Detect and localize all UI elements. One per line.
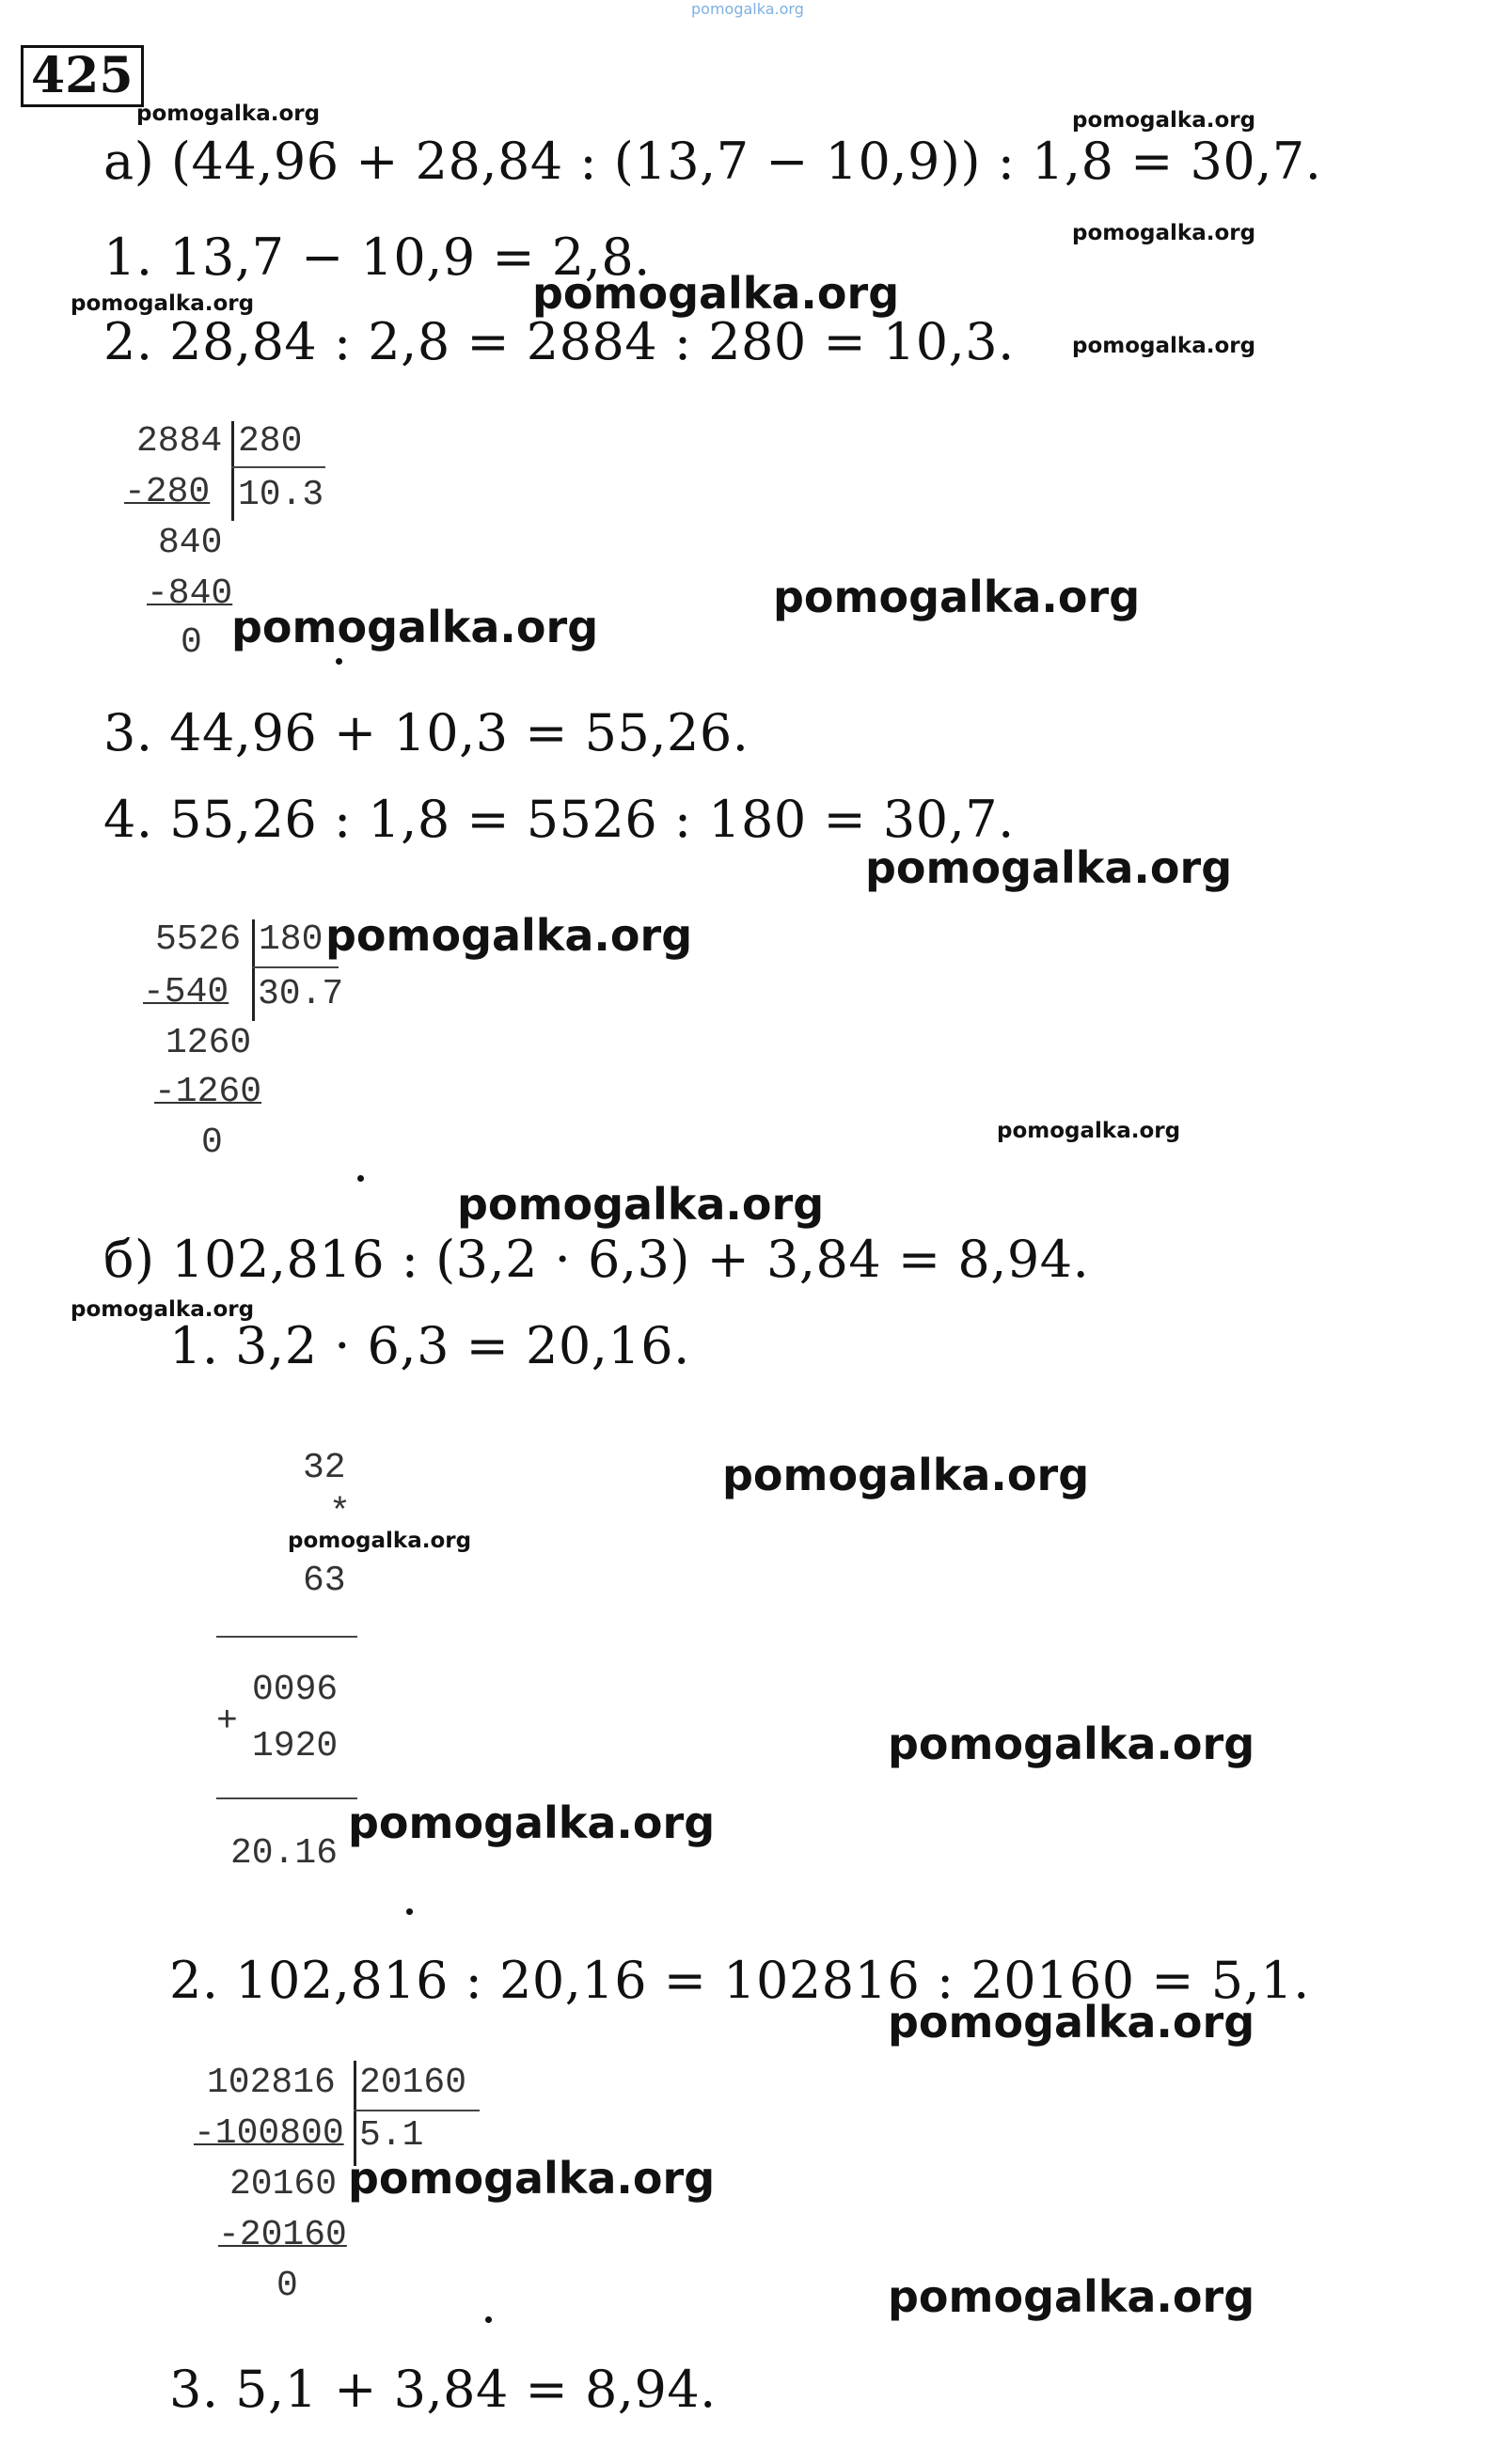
div1-divisor: 280 <box>238 421 303 462</box>
part-a-step-2: 2. 28,84 : 2,8 = 2884 : 280 = 10,3. <box>103 312 1015 371</box>
mult-operator: * <box>329 1493 351 1533</box>
watermark: pomogalka.org <box>288 1529 472 1553</box>
div1-quotient: 10.3 <box>238 475 324 515</box>
div1-horizontal-bar <box>231 466 325 468</box>
div3-subtract-1: -100800 <box>194 2113 344 2154</box>
watermark: pomogalka.org <box>888 1997 1255 2048</box>
div1-remainder-1: 840 <box>158 523 223 563</box>
watermark: pomogalka.org <box>888 1719 1255 1769</box>
mult-factor-1: 32 <box>303 1448 346 1488</box>
dot-mark <box>406 1908 413 1915</box>
mult-factor-2: 63 <box>303 1561 346 1601</box>
watermark: pomogalka.org <box>888 2271 1255 2322</box>
task-number: 425 <box>21 45 144 107</box>
mult-line-1 <box>216 1636 357 1638</box>
part-b-step-3: 3. 5,1 + 3,84 = 8,94. <box>169 2360 717 2419</box>
mult-result: 20.16 <box>230 1833 339 1874</box>
watermark: pomogalka.org <box>71 1297 255 1322</box>
div1-remainder-2: 0 <box>181 622 202 663</box>
watermark: pomogalka.org <box>865 842 1233 893</box>
div2-remainder-2: 0 <box>201 1122 223 1163</box>
part-a-step-1: 1. 13,7 − 10,9 = 2,8. <box>103 228 651 287</box>
watermark: pomogalka.org <box>325 910 693 961</box>
mult-line-2 <box>216 1797 357 1799</box>
div3-remainder-2: 0 <box>276 2266 298 2306</box>
div2-divisor: 180 <box>259 919 323 960</box>
div2-remainder-1: 1260 <box>166 1023 252 1063</box>
watermark: pomogalka.org <box>457 1179 825 1230</box>
watermark: pomogalka.org <box>1072 221 1256 245</box>
dot-mark <box>485 2316 492 2323</box>
div3-dividend: 102816 <box>207 2063 336 2103</box>
watermark: pomogalka.org <box>1072 108 1256 133</box>
watermark: pomogalka.org <box>722 1450 1090 1500</box>
part-b-step-2: 2. 102,816 : 20,16 = 102816 : 20160 = 5,1. <box>169 1951 1310 2010</box>
part-b-step-1: 1. 3,2 · 6,3 = 20,16. <box>169 1316 690 1375</box>
watermark: pomogalka.org <box>997 1119 1181 1143</box>
div3-vertical-bar <box>354 2061 356 2166</box>
mult-partial-1: 0096 <box>252 1670 339 1710</box>
div1-dividend: 2884 <box>136 421 223 462</box>
watermark: pomogalka.org <box>231 602 599 652</box>
part-a-expression: а) (44,96 + 28,84 : (13,7 − 10,9)) : 1,8 = 30,7. <box>103 132 1322 191</box>
div1-vertical-bar <box>231 421 234 521</box>
part-b-expression: б) 102,816 : (3,2 · 6,3) + 3,84 = 8,94. <box>103 1230 1090 1289</box>
watermark: pomogalka.org <box>1072 334 1256 358</box>
part-a-step-3: 3. 44,96 + 10,3 = 55,26. <box>103 703 750 762</box>
div2-subtract-1: -540 <box>143 972 229 1012</box>
div2-horizontal-bar <box>252 966 339 968</box>
part-a-step-4: 4. 55,26 : 1,8 = 5526 : 180 = 30,7. <box>103 790 1015 849</box>
div3-quotient: 5.1 <box>359 2115 424 2156</box>
div2-subtract-2: -1260 <box>154 1072 262 1112</box>
watermark: pomogalka.org <box>773 572 1141 622</box>
div2-dividend: 5526 <box>155 919 242 960</box>
top-watermark: pomogalka.org <box>691 0 804 18</box>
div1-subtract-2: -840 <box>147 573 233 614</box>
div1-subtract-1: -280 <box>124 472 211 512</box>
div2-quotient: 30.7 <box>258 974 344 1014</box>
watermark: pomogalka.org <box>71 291 255 316</box>
watermark: pomogalka.org <box>348 1797 716 1848</box>
dot-mark <box>336 658 342 665</box>
div3-remainder-1: 20160 <box>229 2164 338 2205</box>
dot-mark <box>357 1175 364 1182</box>
div3-horizontal-bar <box>354 2110 480 2111</box>
div3-subtract-2: -20160 <box>218 2215 347 2255</box>
watermark: pomogalka.org <box>136 102 321 126</box>
div3-divisor: 20160 <box>359 2063 467 2103</box>
mult-partial-2: 1920 <box>252 1726 339 1766</box>
div2-vertical-bar <box>252 919 255 1021</box>
watermark: pomogalka.org <box>532 268 900 319</box>
watermark: pomogalka.org <box>348 2153 716 2204</box>
mult-plus: + <box>216 1702 238 1742</box>
